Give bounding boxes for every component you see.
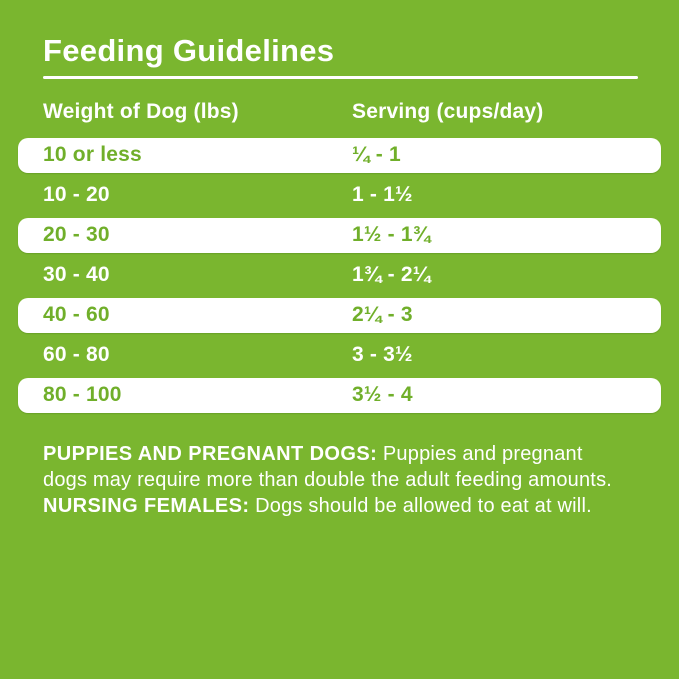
table-row bbox=[18, 255, 661, 295]
weight-cell: 20 - 30 bbox=[43, 223, 110, 246]
table-row bbox=[18, 335, 661, 375]
serving-cell: 1½ - 1¾ bbox=[352, 223, 431, 246]
table-header-row bbox=[43, 100, 653, 124]
nursing-label: NURSING FEMALES: bbox=[43, 495, 250, 517]
serving-cell: 1 - 1½ bbox=[352, 183, 413, 206]
column-header-serving: Serving (cups/day) bbox=[352, 100, 544, 123]
serving-cell: ¼ - 1 bbox=[352, 143, 401, 166]
table-row bbox=[18, 378, 661, 413]
table-row bbox=[18, 298, 661, 333]
table-row bbox=[18, 138, 661, 173]
title-divider bbox=[43, 76, 638, 79]
table-row bbox=[18, 175, 661, 215]
serving-cell: 3 - 3½ bbox=[352, 343, 413, 366]
weight-cell: 80 - 100 bbox=[43, 383, 122, 406]
puppies-text: Puppies and pregnant dogs may require more than double the adult feeding amounts. bbox=[43, 443, 613, 491]
serving-cell: 3½ - 4 bbox=[352, 383, 413, 406]
weight-cell: 10 - 20 bbox=[43, 183, 110, 206]
serving-cell: 1¾ - 2¼ bbox=[352, 263, 431, 286]
nursing-text: Dogs should be allowed to eat at will. bbox=[249, 495, 592, 517]
weight-cell: 10 or less bbox=[43, 143, 142, 166]
weight-cell: 60 - 80 bbox=[43, 343, 110, 366]
feeding-notes bbox=[43, 441, 623, 519]
column-header-weight: Weight of Dog (lbs) bbox=[43, 100, 239, 123]
puppies-label: PUPPIES AND PREGNANT DOGS: bbox=[43, 443, 378, 465]
weight-cell: 40 - 60 bbox=[43, 303, 110, 326]
page-title: Feeding Guidelines bbox=[43, 33, 335, 68]
feeding-table bbox=[18, 135, 661, 415]
weight-cell: 30 - 40 bbox=[43, 263, 110, 286]
serving-cell: 2¼ - 3 bbox=[352, 303, 413, 326]
table-row bbox=[18, 218, 661, 253]
